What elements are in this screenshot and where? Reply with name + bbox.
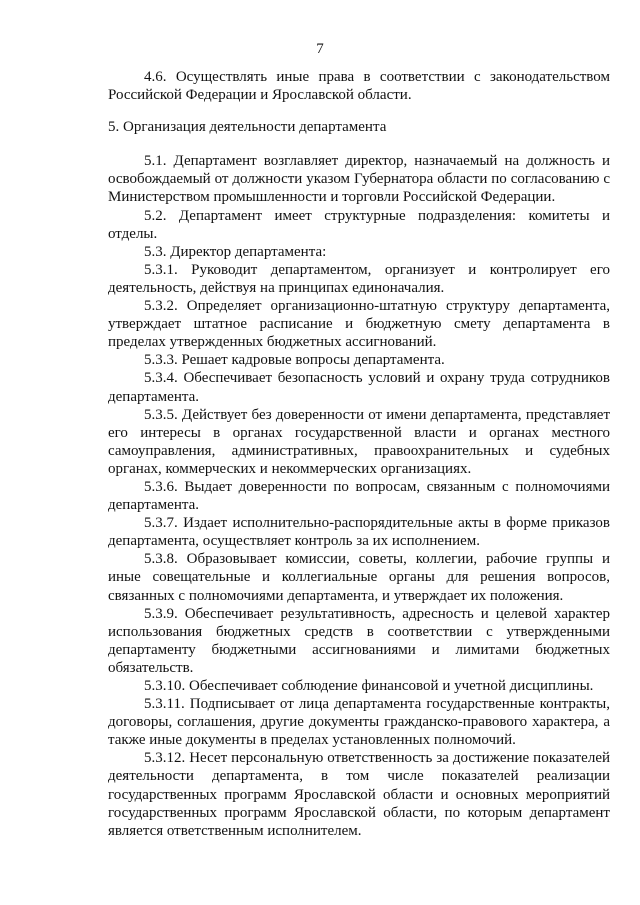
paragraph-4-6: 4.6. Осуществлять иные права в соответствии с законодательством Российской Федерации и Ярославской области. xyxy=(108,69,610,104)
paragraph-5-3-4: 5.3.4. Обеспечивает безопасность условий и охрану труда сотрудников департамента. xyxy=(108,370,610,405)
paragraph-5-3-11: 5.3.11. Подписывает от лица департамента государственные контракты, договоры, соглашения, другие документы гражданско-правового характера, а также иные документы в пределах установленных полномочий. xyxy=(108,696,610,749)
paragraph-5-3-12: 5.3.12. Несет персональную ответственность за достижение показателей деятельности департамента, в том числе показателей реализации государственных программ Ярославской области и основных мероприятий государственных программ Ярославской области, по которым департамент является ответственным исполнителем. xyxy=(108,750,610,839)
paragraph-5-3-6: 5.3.6. Выдает доверенности по вопросам, связанным с полномочиями департамента. xyxy=(108,478,610,514)
document-body xyxy=(108,68,610,840)
paragraph-5-3-3: 5.3.3. Решает кадровые вопросы департамента. xyxy=(144,352,445,369)
paragraph-5-3-10: 5.3.10. Обеспечивает соблюдение финансовой и учетной дисциплины. xyxy=(144,678,594,694)
paragraph-5-3-5: 5.3.5. Действует без доверенности от имени департамента, представляет его интересы в органах государственной власти и органах местного самоуправления, административных, правоохранительных и судебных органах, коммерческих и некоммерческих организациях. xyxy=(108,406,610,477)
paragraph-5-3: 5.3. Директор департамента: xyxy=(144,243,327,260)
paragraph-5-2: 5.2. Департамент имеет структурные подразделения: комитеты и отделы. xyxy=(108,207,610,242)
paragraph-5-3-7: 5.3.7. Издает исполнительно-распорядительные акты в форме приказов департамента, осуществляет контроль за их исполнением. xyxy=(108,515,610,550)
page-number: 7 xyxy=(316,41,324,57)
section-heading: 5. Организация деятельности департамента xyxy=(108,119,387,136)
paragraph-5-3-9: 5.3.9. Обеспечивает результативность, адресность и целевой характер использования бюджетных средств в соответствии с утвержденными департаменту бюджетными ассигнованиями и лимитами бюджетных обязательств. xyxy=(108,605,610,676)
paragraph-5-3-2: 5.3.2. Определяет организационно-штатную структуру департамента, утверждает штатное расписание и бюджетную смету департамента в пределах утвержденных бюджетных ассигнований. xyxy=(108,298,610,351)
paragraph-5-3-8: 5.3.8. Образовывает комиссии, советы, коллегии, рабочие группы и иные совещательные и коллегиальные органы для решения вопросов, связанных с полномочиями департамента, и утверждает их положения. xyxy=(108,551,610,604)
paragraph-5-1: 5.1. Департамент возглавляет директор, назначаемый на должность и освобождаемый от должности указом Губернатора области по согласованию с Министерством промышленности и торговли Российской Федерации. xyxy=(108,153,610,206)
paragraph-5-3-1: 5.3.1. Руководит департаментом, организует и контролирует его деятельность, действуя на принципах единоначалия. xyxy=(108,261,610,296)
